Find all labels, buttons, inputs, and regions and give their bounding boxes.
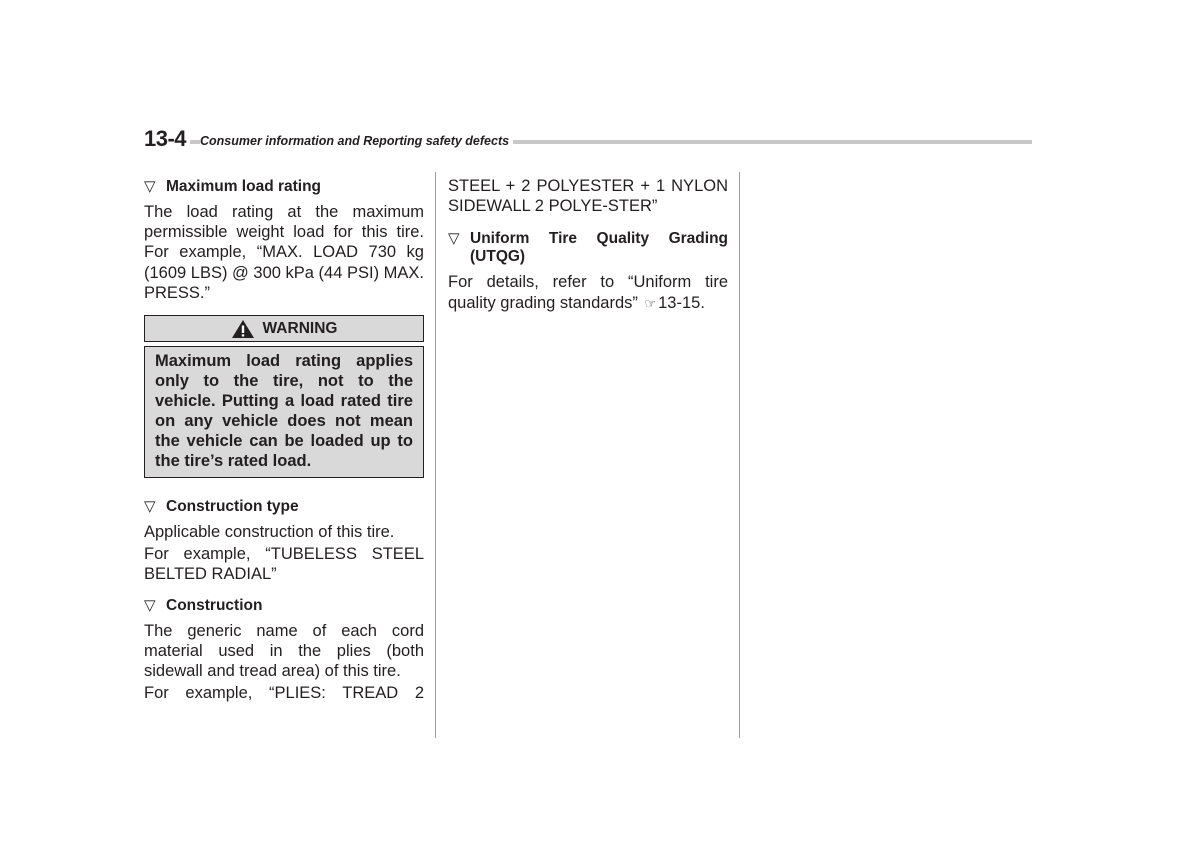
warning-header	[144, 315, 424, 342]
construction-body: The generic name of each cord material used in the plies (both sidewall and tread area) of this tire.	[144, 621, 424, 681]
page-number: 13-4	[144, 126, 190, 152]
column-divider-left	[435, 172, 436, 738]
right-column	[448, 176, 728, 316]
left-column	[144, 178, 424, 705]
warning-label: WARNING	[262, 319, 338, 337]
warning-triangle-icon	[231, 319, 255, 339]
warning-body: Maximum load rating applies only to the tire, not to the vehicle. Putting a load rated tire on any vehicle does not mean the vehicle can be loaded up to the tire’s rated load.	[144, 346, 424, 478]
construction-type-example: For example, “TUBELESS STEEL BELTED RADIAL”	[144, 545, 424, 584]
section-title: Consumer information and Reporting safety defects	[200, 134, 513, 148]
construction-example-continued: STEEL + 2 POLYESTER + 1 NYLON SIDEWALL 2 POLYE-STER”	[448, 177, 728, 216]
construction-heading: ▽ Construction	[144, 596, 263, 614]
page-header	[144, 126, 1032, 154]
construction-type-heading: ▽ Construction type	[144, 498, 299, 516]
pointing-hand-icon: ☞	[644, 295, 657, 311]
triangle-bullet-icon: ▽	[144, 498, 156, 516]
column-divider-right	[739, 172, 740, 738]
triangle-bullet-icon: ▽	[144, 596, 156, 614]
max-load-heading: ▽ Maximum load rating	[144, 178, 322, 195]
max-load-body: The load rating at the maximum permissible weight load for this tire. For example, “MAX. LOAD 730 kg (1609 LBS) @ 300 kPa (44 PSI) MAX. PRESS.”	[144, 203, 424, 302]
utqg-body: For details, refer to “Uniform tire quality grading standards” ☞ 13-15.	[448, 273, 728, 312]
utqg-heading: ▽ Uniform Tire Quality Grading (UTQG)	[448, 230, 728, 266]
triangle-bullet-icon: ▽	[448, 230, 460, 248]
construction-type-body: Applicable construction of this tire.	[144, 523, 395, 542]
construction-example: For example, “PLIES: TREAD 2	[144, 684, 424, 703]
page-reference-link[interactable]: 13-15.	[658, 293, 705, 312]
triangle-bullet-icon: ▽	[144, 178, 156, 195]
